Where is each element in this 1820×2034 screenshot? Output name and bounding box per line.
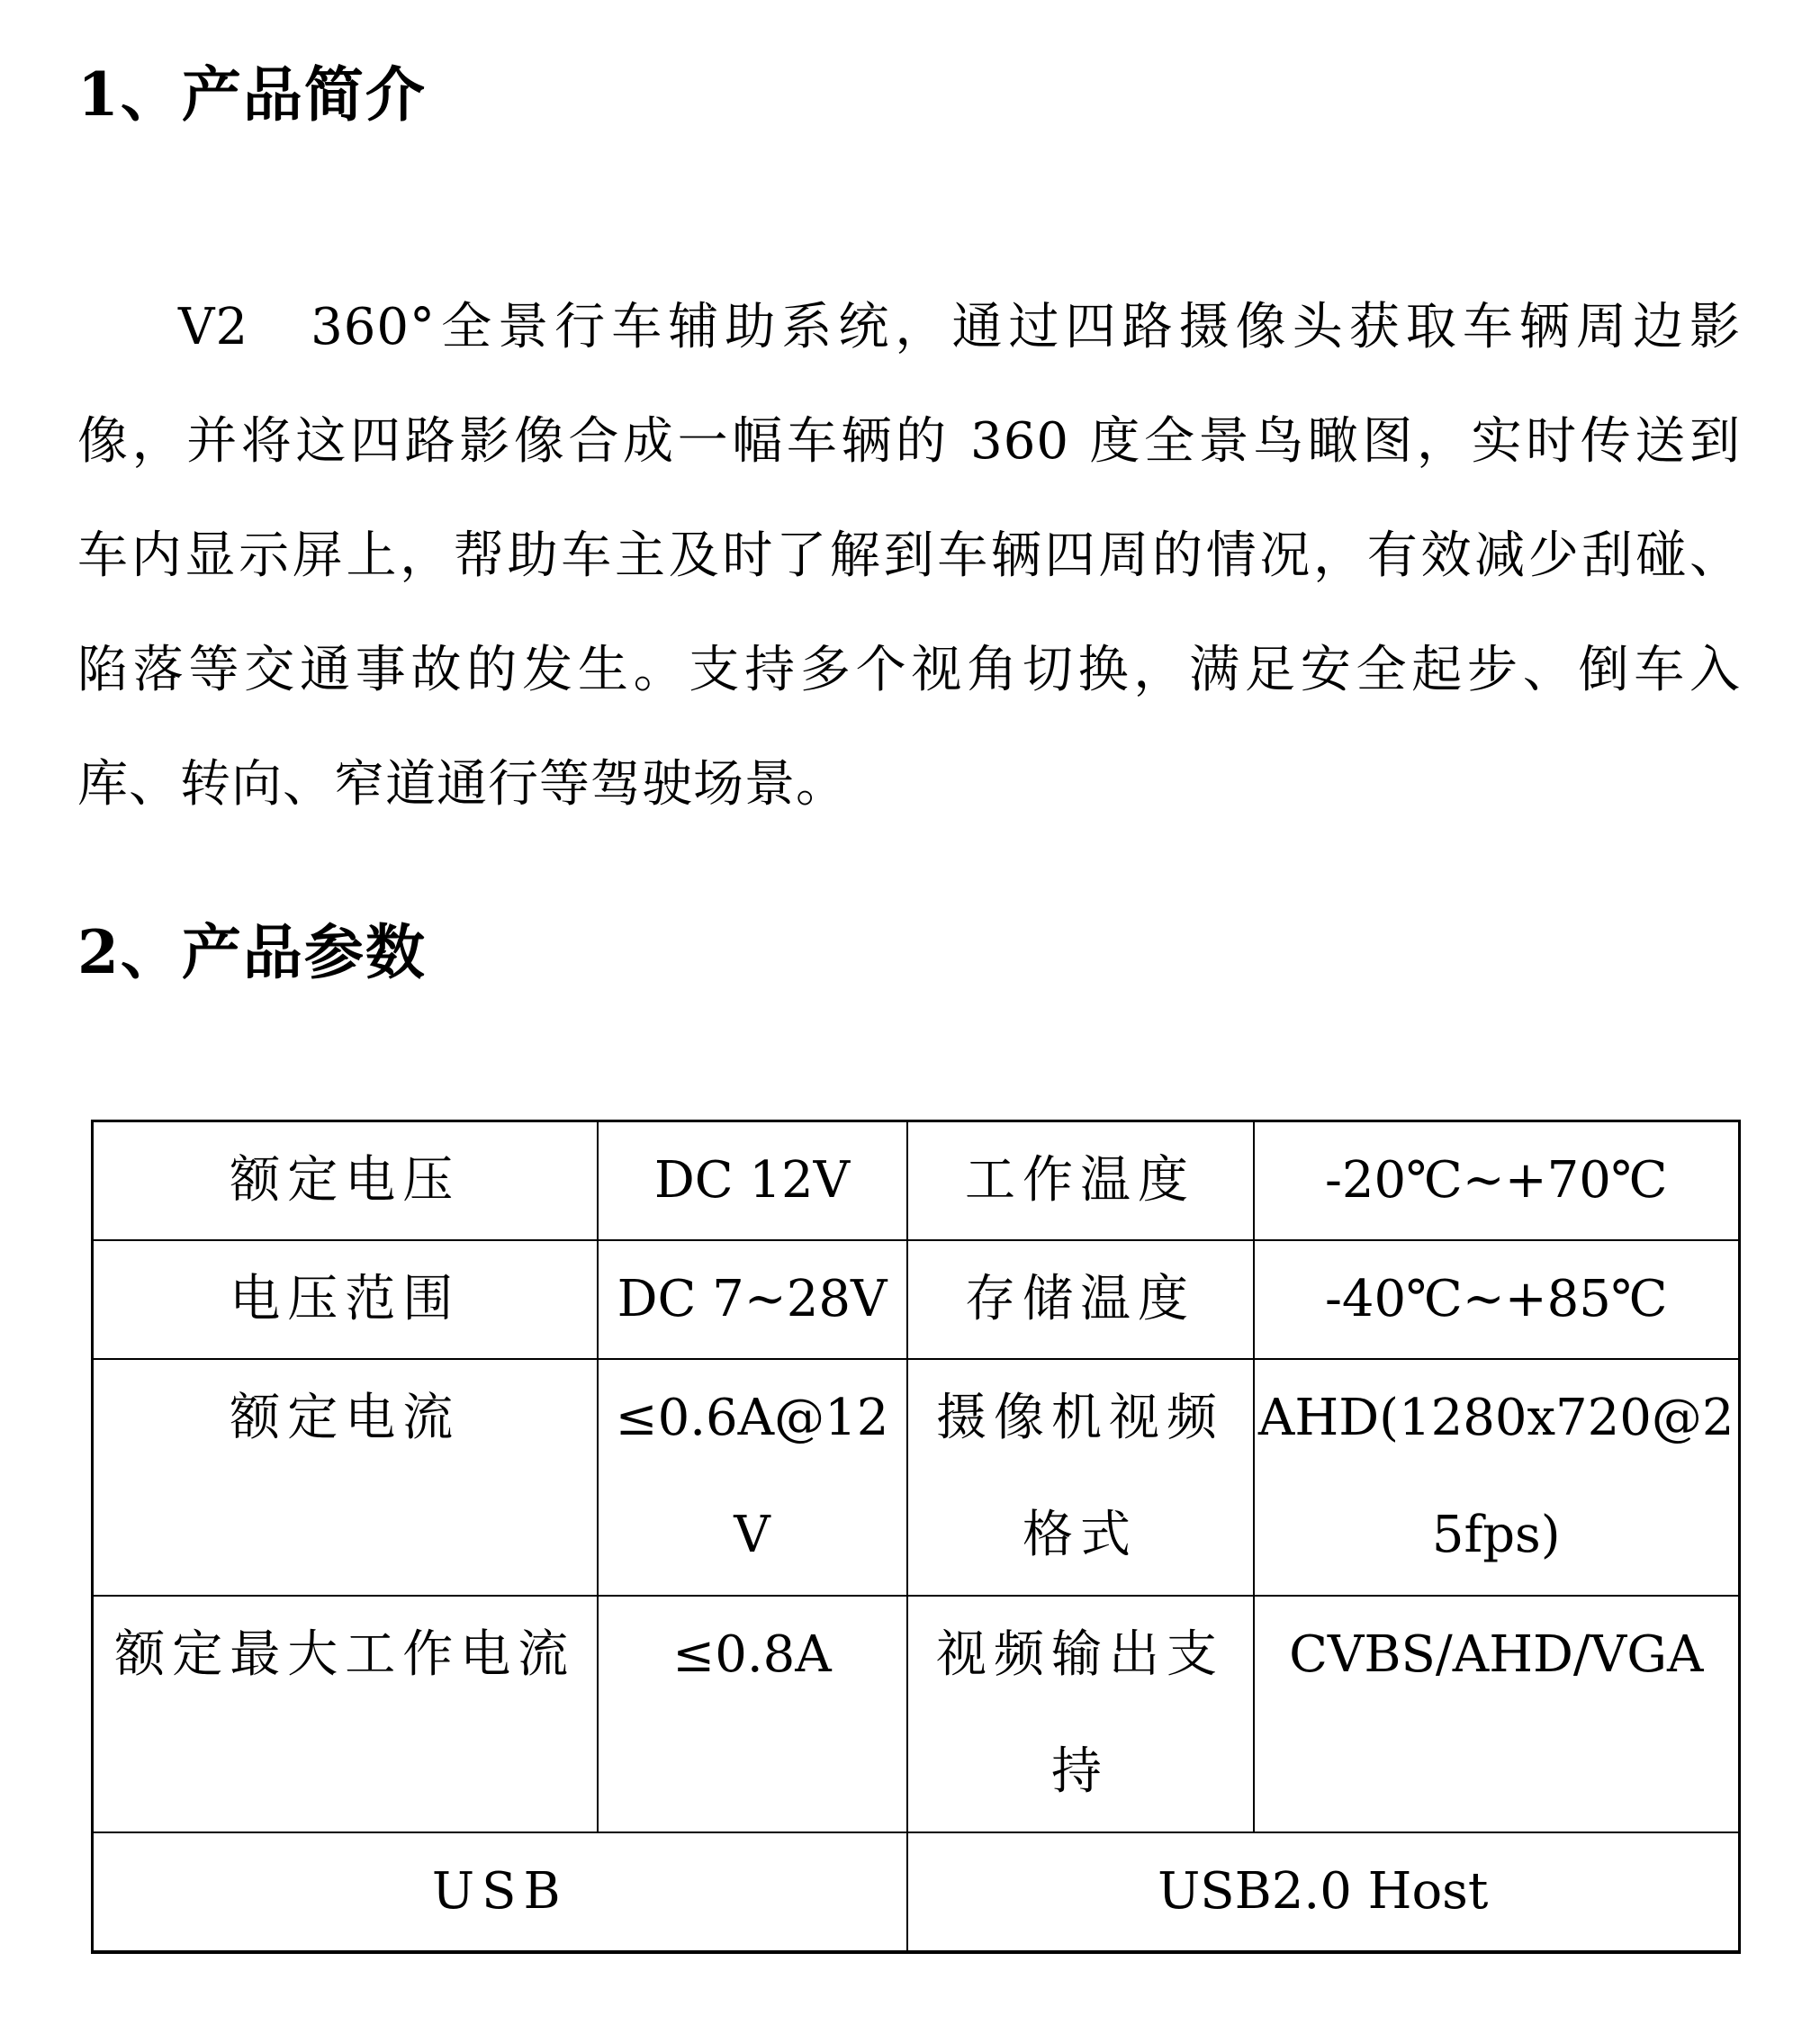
- spec-value-cell: CVBS/AHD/VGA: [1254, 1596, 1740, 1832]
- spec-value-cell: ≤0.6A@12V: [598, 1359, 907, 1596]
- spec-label-cell: 摄像机视频格式: [907, 1359, 1254, 1596]
- table-row: [93, 1240, 1740, 1359]
- table-row: [93, 1121, 1740, 1241]
- paragraph-line: 库、转向、窄道通行等驾驶场景。: [77, 755, 847, 814]
- spec-label-cell: 工作温度: [907, 1121, 1254, 1241]
- paragraph-line: 车内显示屏上，帮助车主及时了解到车辆四周的情况，有效减少刮碰、: [77, 526, 1741, 586]
- section1-paragraph: [77, 270, 1741, 842]
- spec-label-cell: 视频输出支持: [907, 1596, 1254, 1832]
- spec-value-cell: USB2.0 Host: [907, 1832, 1740, 1952]
- table-row: [93, 1596, 1740, 1832]
- spec-value-cell: DC 12V: [598, 1121, 907, 1241]
- spec-value-cell: -20℃~+70℃: [1254, 1121, 1740, 1241]
- table-row: [93, 1832, 1740, 1952]
- spec-value-cell: ≤0.8A: [598, 1596, 907, 1832]
- spec-label-cell: 存储温度: [907, 1240, 1254, 1359]
- spec-label-cell: USB: [93, 1832, 907, 1952]
- spec-value-cell: AHD(1280x720@25fps): [1254, 1359, 1740, 1596]
- paragraph-line: 陷落等交通事故的发生。支持多个视角切换，满足安全起步、倒车入: [77, 641, 1741, 700]
- paragraph-line: 像，并将这四路影像合成一幅车辆的 360 度全景鸟瞰图，实时传送到: [77, 412, 1741, 472]
- section1-heading: 1、产品简介: [77, 59, 427, 130]
- paragraph-line: V2 360°全景行车辅助系统，通过四路摄像头获取车辆周边影: [178, 298, 1741, 357]
- spec-value-cell: DC 7~28V: [598, 1240, 907, 1359]
- spec-label-cell: 额定电压: [93, 1121, 598, 1241]
- table-row: [93, 1359, 1740, 1596]
- spec-table: [91, 1120, 1741, 1954]
- section2-heading: 2、产品参数: [77, 917, 427, 988]
- spec-value-cell: -40℃~+85℃: [1254, 1240, 1740, 1359]
- spec-label-cell: 额定电流: [93, 1359, 598, 1596]
- spec-label-cell: 额定最大工作电流: [93, 1596, 598, 1832]
- spec-label-cell: 电压范围: [93, 1240, 598, 1359]
